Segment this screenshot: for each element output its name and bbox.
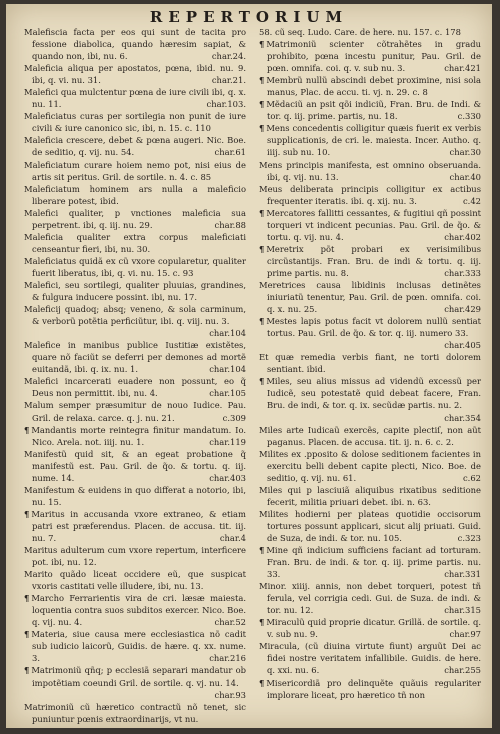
pilcrow-mark-icon: ¶ (259, 207, 265, 218)
index-entry (24, 544, 246, 568)
entry-text: Malefiscia facta per eos qui sunt de tacita pro fessione diabolica, quando hæresim sapiat, & quando non, ibi, nu. 6. (24, 27, 246, 62)
pilcrow-mark-icon: ¶ (259, 376, 265, 387)
index-entry (24, 592, 246, 628)
entry-text: Mens concedentis colligitur quæis fuerit ex verbis supplicationis, de cri. le. maiesta. Incer. Autho. q. iiij. sub nu. 10. (266, 123, 481, 158)
index-entry (259, 207, 481, 243)
index-entry (24, 424, 246, 448)
pilcrow-mark-icon: ¶ (259, 39, 265, 50)
entry-reference: c.42 (462, 195, 481, 206)
index-entry (24, 86, 246, 110)
entry-text: Maleficia qualiter extra corpus maleficiati censeantur fieri, ibi, nu. 30. (24, 231, 246, 254)
entry-reference: char.21. (211, 75, 246, 86)
index-entry (259, 26, 481, 38)
entry-text: Membrũ nullũ abscindi debet proximine, nisi sola manus, Plac. de accu. ti. vj. n. 29. c. 8 (266, 75, 481, 98)
index-entry (259, 580, 481, 616)
entry-reference: char.421 (444, 63, 481, 74)
index-entry (24, 183, 246, 207)
index-entry (259, 183, 481, 207)
entry-reference: c.62 (462, 472, 481, 483)
entry-reference: char.405 (444, 340, 481, 351)
left-column (24, 26, 246, 725)
entry-text: Mestes lapis potus facit vt dolorem nullũ sentiat tortus. Pau. Gril. de q̃o. & tor. q. iij. numero 33. (266, 316, 481, 339)
entry-text: Malefici qualiter, p vnctiones maleficia sua perpetrent. ibi, q. iij. nu. 29. (24, 207, 246, 230)
index-entry (24, 701, 246, 725)
pilcrow-mark-icon: ¶ (259, 123, 265, 134)
entry-text: Miles arte Iudicaũ exercẽs, capite plectiſ, non aũt paganus. Placen. de accusa. tit. ij. n. 6. c. 2. (259, 424, 481, 447)
entry-reference: char.30 (449, 147, 481, 158)
entry-text: Meus deliberata principis colligitur ex actibus frequenter iteratis. ibi. q. xij. nu. 3. (259, 183, 481, 206)
entry-reference: c.330 (457, 111, 481, 122)
entry-reference: char.119 (209, 436, 246, 447)
entry-text: Manifestum & euidens in quo differat a notorio, ibi, nu. 15. (24, 484, 246, 507)
index-entry (259, 38, 481, 74)
index-entry (259, 159, 481, 183)
entry-reference: char.255 (444, 665, 481, 676)
entry-reference: char.52 (214, 617, 246, 628)
index-entry (24, 508, 246, 544)
index-entry (24, 255, 246, 279)
pilcrow-mark-icon: ¶ (259, 677, 265, 688)
index-entry (24, 628, 246, 664)
entry-text: Minor. xiiij. annis, non debet torqueri, potest tñ ferula, vel corrigia cedi. Gui. de Suza. de indi. & tor. nu. 12. (259, 581, 481, 616)
entry-text: Malefici, seu sortilegi, qualiter pluuias, grandines, & fulgura inducere possint. ibi, nu. 17. (24, 279, 246, 303)
entry-text: Maleficia aliqua per apostatos, pœna, ibid. nu. 9. ibi, q. vi. nu. 31. (24, 63, 246, 86)
entry-reference: char.104 (209, 364, 246, 375)
entry-text: Mens principis manifesta, est omnino obseruanda. ibi, q. vij. nu. 13. (259, 159, 481, 182)
index-entry (259, 424, 481, 448)
index-entry (259, 122, 481, 158)
pilcrow-mark-icon: ¶ (259, 617, 265, 628)
pilcrow-mark-icon: ¶ (24, 629, 30, 640)
right-column (259, 26, 481, 701)
index-entry (24, 134, 246, 158)
pilcrow-mark-icon: ¶ (24, 665, 30, 676)
index-entry (259, 677, 481, 701)
index-entry (259, 375, 481, 423)
index-entry (259, 243, 481, 279)
index-entry (259, 484, 481, 508)
index-entry (259, 616, 481, 640)
running-header: REPERTORIUM (149, 8, 349, 26)
index-entry (24, 399, 246, 423)
entry-text: Manifestũ quid sit, & an egeat probatione q̃ manifestũ est. Pau. Gril. de q̃o. & tortu. q. iij. nume. 14. (24, 448, 246, 483)
entry-text: Miraculũ quid proprie dicatur. Grillã. de sortile. q. v. sub nu. 9. (266, 617, 481, 640)
index-entry (259, 544, 481, 580)
index-entry (24, 26, 246, 62)
entry-text: Maleficij quadoq; absq; veneno, & sola carminum, & verborũ potẽtia perficiũtur, ibi. q. viij. nu. 3. (24, 304, 246, 327)
entry-text: Miracula, (cũ diuina virtute fiunt) arguũt Dei ac fidei nostre veritatem infallibile. Guidis. de here. q. xxi. nu. 6. (259, 641, 481, 676)
index-entry (24, 62, 246, 86)
entry-text: Marito quãdo liceat occidere eũ, que suspicat vxoris castitati velle illudere, ibi, nu. 13. (24, 569, 246, 592)
entry-text: Malefici qua mulctentur pœna de iure civili ibi, q. x. nu. 11. (24, 87, 246, 110)
entry-text: Maritus in accusanda vxore extraneo, & etiam patri est præferendus. Placen. de accusa. tit. iij. nu. 7. (31, 508, 246, 543)
entry-reference: char.403 (209, 472, 246, 483)
entry-reference: char.333 (444, 267, 481, 278)
entry-reference: char.97 (449, 629, 481, 640)
pilcrow-mark-icon: ¶ (24, 424, 30, 435)
entry-reference: char.88 (214, 219, 246, 230)
entry-text: Milites hodierni per plateas quotidie occisorum tortures possunt applicari, sicut alij priuati. Guid. de Suza, de indi. & tor. nu. 105. (259, 508, 481, 543)
entry-reference: char.24. (211, 51, 246, 62)
index-entry (259, 448, 481, 484)
index-entry (24, 231, 246, 255)
entry-text: Maleficiatum hominem ars nulla a maleficio liberare potest, ibid. (24, 183, 246, 206)
entry-text: Maritus adulterum cum vxore repertum, interficere pot. ibi, nu. 12. (24, 545, 246, 568)
entry-text: Maleficiatus curas per sortilegia non punit de iure civili & iure canonico sic, ibi, n. 15. c. 110 (24, 111, 246, 134)
index-entry (24, 110, 246, 134)
index-entry (259, 279, 481, 315)
entry-text: Maleficia crescere, debet & pœna augeri. Nic. Boe. de seditio, q. vij. nu. 54. (24, 135, 246, 158)
entry-text: Maleficiatus quidã ex cũ vxore copularetur, qualiter fuerit liberatus, ibi, q. vi. nu. 15. c. 93 (24, 255, 246, 278)
entry-reference: char.93 (214, 689, 246, 700)
index-entry (259, 508, 481, 544)
entry-reference: char.331 (444, 569, 481, 580)
pilcrow-mark-icon: ¶ (24, 508, 30, 519)
entry-text: Matrimoniũ qñq; p ecclesiã separari mandatur ob impotẽtiam coeundi Gril. de sortile. q. vj. nu. 14. (31, 665, 246, 688)
index-entry (259, 74, 481, 98)
entry-text: Misericordiã pro delinquẽte quãuis regulariter implorare liceat, pro hæretico tñ non (266, 677, 481, 700)
book-page (6, 4, 492, 728)
index-entry (24, 207, 246, 231)
entry-text: Mercatores fallitti cessantes, & fugitiui qñ possint torqueri vt indicent pecunias. Pau. Gril. de q̃o. & tortu. q. vij. nu. 4. (266, 207, 481, 242)
entry-reference: c.309 (222, 412, 246, 423)
entry-text: Matrimoniũ scienter cõtrahẽtes in gradu prohibito, pœna incestu punitur, Pau. Gril. de pœn. omnifa. coi. q. v. sub nu. 3. (266, 39, 481, 74)
entry-text: Materia, siue causa mere ecclesiastica nõ cadit sub iudicio laicorũ, Guidis. de hære. q. xx. nume. 3. (31, 629, 246, 664)
entry-reference: char.40 (449, 171, 481, 182)
entry-reference: char.402 (444, 231, 481, 242)
index-entry (24, 279, 246, 303)
entry-text: Mine qñ indicium sufficiens faciant ad torturam. Fran. Bru. de indi. & tor. q. iij. prime partis. nu. 33. (266, 545, 481, 580)
index-entry (24, 339, 246, 375)
index-entry (24, 159, 246, 183)
entry-text: Milites ex .pposito & dolose seditionem facientes in exercitu belli debent capite plecti, Nico. Boe. de seditio, q. vij. nu. 61. (259, 448, 481, 483)
entry-reference: c.323 (457, 532, 481, 543)
entry-reference: char.4 (219, 532, 246, 543)
pilcrow-mark-icon: ¶ (24, 593, 30, 604)
entry-reference: char.103. (206, 99, 246, 110)
entry-reference: char.354 (444, 412, 481, 423)
entry-reference: char.216 (209, 653, 246, 664)
entry-text: 58. cũ seq. Ludo. Care. de here. nu. 157. c. 178 (259, 27, 461, 37)
entry-text: Mandantis morte reintegra finitur mandatum. Io. Nico. Arela. not. iiij. nu. 1. (31, 424, 246, 447)
entry-text: Matrimoniũ cũ hæretico contractũ nõ tenet, sic puniuntur pœnis extraordinarijs, vt nu. (24, 701, 246, 724)
index-entry (24, 568, 246, 592)
entry-text: Et quæ remedia verbis fiant, ne torti dolorem sentiant. ibid. (259, 352, 481, 375)
entry-text: Miles qui p lasciuiã aliquibus rixatibus seditione fecerit, militia priuari debet. ibi. n. 63. (259, 484, 481, 507)
pilcrow-mark-icon: ¶ (259, 99, 265, 110)
entry-text: Malefice in manibus publice Iustitiæ existẽtes, quare nõ faciũt se deferri per demones ad mortẽ euitandã, ibi. q. ix. nu. 1. (24, 340, 246, 375)
entry-text: Meretrices causa libidinis inclusas detinẽtes iniuriatũ tenentur, Pau. Gril. de pœn. omnifa. coi. q. x. nu. 25. (259, 279, 481, 315)
index-entry (24, 375, 246, 399)
pilcrow-mark-icon: ¶ (259, 545, 265, 556)
index-entry (24, 484, 246, 508)
index-entry (259, 315, 481, 351)
entry-reference: char.104 (209, 328, 246, 339)
pilcrow-mark-icon: ¶ (259, 75, 265, 86)
index-entry (24, 664, 246, 700)
entry-text: Malefici incarcerati euadere non possunt, eo q̃ Deus non permittit. ibi, nu. 4. (24, 376, 246, 399)
entry-text: Meretrix põt probari ex verisimilibus circũstantijs. Fran. Bru. de indi & tortu. q. iij. prime partis. nu. 8. (266, 243, 481, 278)
index-entry (259, 351, 481, 375)
entry-text: Marcho Ferrarientis vira de cri. læsæ maiesta. loquentia contra suos subditos exercer. Nico. Boe. q. vij. nu. 4. (31, 593, 246, 628)
entry-reference: char.315 (444, 605, 481, 616)
entry-text: Maleficiatum curare hoiem nemo pot, nisi eius de artis sit peritus. Gril. de sortile. n. 4. c. 85 (24, 159, 246, 182)
entry-reference: char.61 (214, 147, 246, 158)
pilcrow-mark-icon: ¶ (259, 316, 265, 327)
index-entry (24, 303, 246, 339)
index-entry (259, 640, 481, 676)
entry-text: Miles, seu alius missus ad videndũ excessũ per Iudicẽ, seu potestatẽ quid debeat facere, Fran. Bru. de indi, & tor. q. ix. secũdæ partis. nu. 2. (266, 376, 481, 411)
index-entry (259, 98, 481, 122)
pilcrow-mark-icon: ¶ (259, 243, 265, 254)
entry-text: Malum semper præsumitur de nouo Iudice. Pau. Gril. de relaxa. carce. q. j. nu. 21. (24, 400, 246, 423)
entry-reference: char.105 (209, 388, 246, 399)
index-entry (24, 448, 246, 484)
entry-reference: char.429 (444, 304, 481, 315)
entry-text: Mẽdaciũ an psit qõi indiciũ, Fran. Bru. de Indi. & tor. q. iij. prime. partis, nu. 18. (266, 99, 481, 122)
